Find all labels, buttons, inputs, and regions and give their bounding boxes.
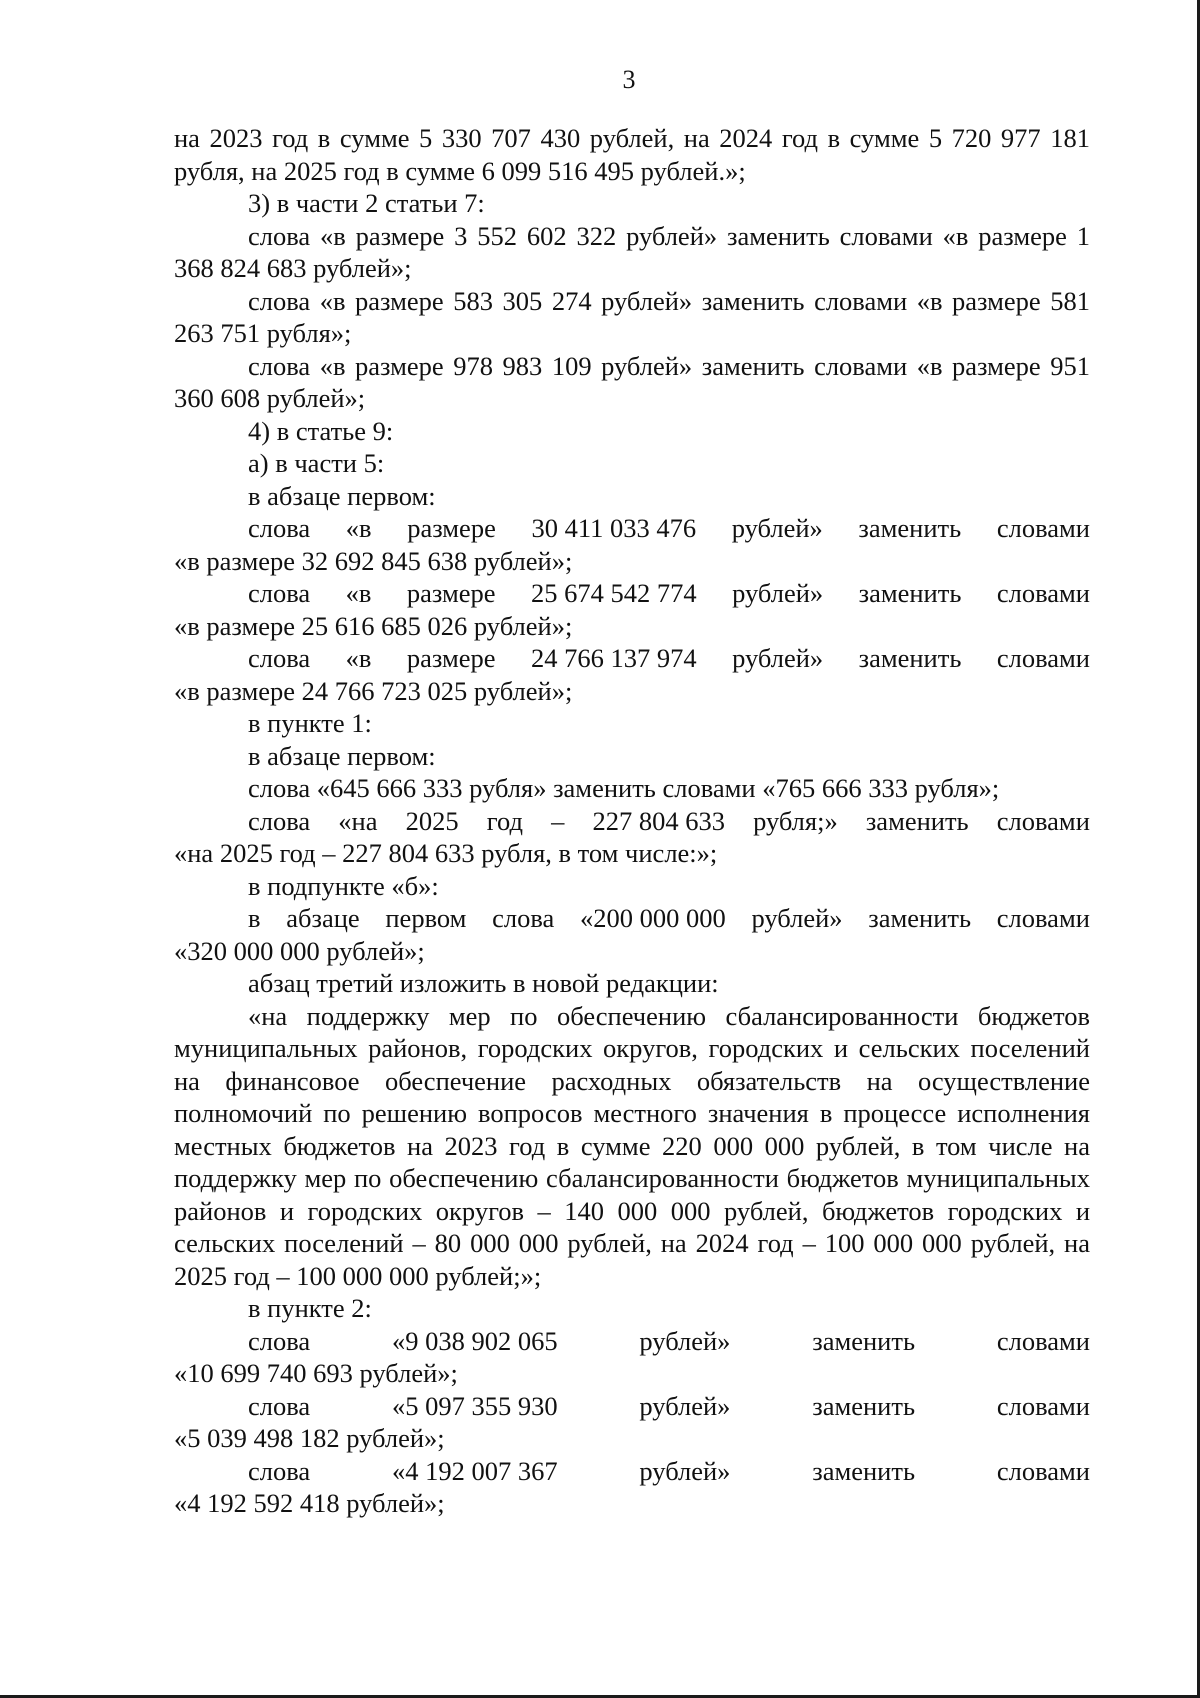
word: заменить <box>868 903 972 933</box>
spread-line <box>174 642 1090 675</box>
spread-line <box>174 805 1090 838</box>
word: заменить <box>812 1390 916 1421</box>
word: рублей» <box>639 1390 731 1421</box>
paragraph-replace-1: слова «в размере 3 552 602 322 рублей» заменить словами «в размере 1 368 824 683 рублей»; <box>174 220 1090 283</box>
continuation-line: «в размере 25 616 685 026 рублей»; <box>174 610 573 641</box>
word: рублей» <box>639 1455 731 1486</box>
word: рублей» <box>732 643 824 673</box>
word: «5 097 355 930 <box>391 1390 558 1421</box>
paragraph-subpoint-b: в подпункте «б»: <box>248 870 439 901</box>
word: слова <box>248 1455 311 1486</box>
word: словами <box>996 903 1090 933</box>
word: в <box>248 903 261 933</box>
word: 25 674 542 774 <box>531 578 697 608</box>
document-body <box>174 122 1090 1520</box>
paragraph-third-clause: абзац третий изложить в новой редакции: <box>248 968 719 998</box>
continuation-line: «4 192 592 418 рублей»; <box>174 1488 445 1518</box>
word: слова <box>248 1325 311 1356</box>
word: словами <box>996 1325 1090 1356</box>
word: слова <box>248 1390 311 1421</box>
paragraph-replace-8 <box>174 805 1090 870</box>
word: заменить <box>812 1325 916 1356</box>
paragraph-replace-10 <box>174 1325 1090 1390</box>
word: «в <box>345 578 372 608</box>
word: рублей» <box>751 903 843 933</box>
word: размере <box>406 643 496 673</box>
word: рублей» <box>639 1325 731 1356</box>
paragraph-point-1: в пункте 1: <box>248 708 372 738</box>
spread-line <box>174 1390 1090 1423</box>
word: год <box>486 805 523 836</box>
spread-line <box>174 577 1090 610</box>
paragraph-replace-4 <box>174 512 1090 577</box>
continuation-line: «10 699 740 693 рублей»; <box>174 1358 458 1388</box>
paragraph-subitem-a: а) в части 5: <box>248 448 385 478</box>
word: слова <box>248 578 311 608</box>
word: заменить <box>858 578 962 608</box>
word: словами <box>996 1390 1090 1421</box>
word: слова <box>492 903 555 933</box>
continuation-line: «в размере 32 692 845 638 рублей»; <box>174 545 573 576</box>
paragraph-budget-sums: на 2023 год в сумме 5 330 707 430 рублей, на 2024 год в сумме 5 720 977 181 рубля, на 2025 год в сумме 6 099 516 495 рублей.»; <box>174 123 1090 186</box>
word: заменить <box>858 643 962 673</box>
word: заменить <box>865 805 969 836</box>
continuation-line: «5 039 498 182 рублей»; <box>174 1423 445 1453</box>
word: словами <box>996 513 1090 543</box>
continuation-line: «на 2025 год – 227 804 633 рубля, в том числе:»; <box>174 838 718 868</box>
paragraph-point-2: в пункте 2: <box>248 1293 372 1323</box>
paragraph-item-3: 3) в части 2 статьи 7: <box>248 188 485 218</box>
spread-line <box>174 1325 1090 1358</box>
word: рубля;» <box>753 805 838 836</box>
word: рублей» <box>732 578 824 608</box>
paragraph-replace-3: слова «в размере 978 983 109 рублей» заменить словами «в размере 951 360 608 рублей»; <box>174 350 1090 413</box>
word: – <box>551 805 565 836</box>
word: слова <box>248 643 311 673</box>
paragraph-replace-9 <box>174 902 1090 967</box>
word: размере <box>406 578 496 608</box>
word: слова <box>248 805 311 836</box>
spread-line <box>174 902 1090 935</box>
word: размере <box>407 513 496 543</box>
word: абзаце <box>286 903 360 933</box>
continuation-line: «320 000 000 рублей»; <box>174 935 425 966</box>
word: «4 192 007 367 <box>391 1455 558 1486</box>
word: словами <box>996 578 1090 608</box>
word: 227 804 633 <box>592 805 725 836</box>
paragraph-replace-7: слова «645 666 333 рубля» заменить словами «765 666 333 рубля»; <box>248 773 1000 803</box>
word: «200 000 000 <box>580 903 726 933</box>
word: 2025 <box>405 805 459 836</box>
paragraph-first-clause-2: в абзаце первом: <box>248 740 436 771</box>
word: словами <box>996 643 1090 673</box>
word: словами <box>996 805 1090 836</box>
paragraph-replace-6 <box>174 642 1090 707</box>
word: словами <box>996 1455 1090 1486</box>
paragraph-new-wording: «на поддержку мер по обеспечению сбалансированности бюджетов муниципальных районов, городских округов, городских и сельских поселений на финансовое обеспечение расходных обязательств на осуществление полномочий по решению вопросов местного значения в процессе исполнения местных бюджетов на 2023 год в сумме 220 000 000 рублей, в том числе на поддержку мер по обеспечению сбалансированности бюджетов муниципальных районов и городских округов – 140 000 000 рублей, бюджетов городских и сельских поселений – 80 000 000 рублей, на 2024 год – 100 000 000 рублей, на 2025 год – 100 000 000 рублей;»; <box>174 1000 1090 1291</box>
paragraph-replace-11 <box>174 1390 1090 1455</box>
word: 24 766 137 974 <box>531 643 697 673</box>
paragraph-replace-2: слова «в размере 583 305 274 рублей» заменить словами «в размере 581 263 751 рубля»; <box>174 285 1090 348</box>
word: «9 038 902 065 <box>391 1325 558 1356</box>
continuation-line: «в размере 24 766 723 025 рублей»; <box>174 675 573 706</box>
word: первом <box>385 903 467 933</box>
word: слова <box>248 513 311 543</box>
spread-line <box>174 512 1090 545</box>
paragraph-first-clause: в абзаце первом: <box>248 480 436 511</box>
word: заменить <box>858 513 962 543</box>
word: заменить <box>812 1455 916 1486</box>
word: «на <box>338 805 378 836</box>
word: «в <box>345 643 372 673</box>
word: рублей» <box>731 513 823 543</box>
word: 30 411 033 476 <box>531 513 697 543</box>
paragraph-replace-12 <box>174 1455 1090 1520</box>
spread-line <box>174 1455 1090 1488</box>
paragraph-item-4: 4) в статье 9: <box>248 415 394 446</box>
word: «в <box>345 513 372 543</box>
paragraph-replace-5 <box>174 577 1090 642</box>
page-number: 3 <box>622 65 636 94</box>
